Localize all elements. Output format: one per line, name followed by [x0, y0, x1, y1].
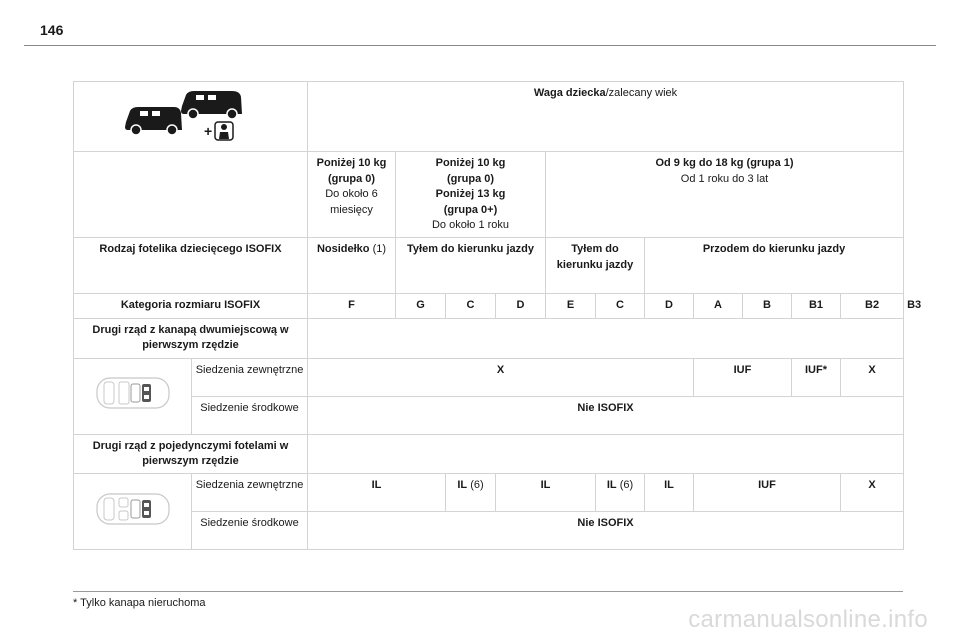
size-code: C	[596, 294, 645, 318]
carrycot-cell: Nosidełko (1)	[308, 238, 396, 294]
seat-layout-cell-2	[74, 474, 192, 550]
section-1-title: Drugi rząd z kanapą dwumiejscową w pierwszym rzędzie	[74, 318, 308, 358]
size-code: B	[743, 294, 792, 318]
seat-value: IL	[645, 474, 694, 512]
seat-type-row	[74, 238, 904, 294]
middle-seat-label: Siedzenie środkowe	[192, 396, 308, 434]
seat-value: Nie ISOFIX	[308, 512, 904, 550]
weight-groups-row	[74, 152, 904, 238]
seat-value: IL	[496, 474, 596, 512]
section-1-middle-row	[74, 396, 904, 434]
section-2-title: Drugi rząd z pojedynczymi fotelami w pierwszym rzędzie	[74, 434, 308, 474]
vans-with-child-icon	[116, 86, 266, 142]
rear-facing-cell-1: Tyłem do kierunku jazdy	[396, 238, 546, 294]
seat-value: IUF	[694, 474, 841, 512]
seat-value: X	[841, 474, 904, 512]
seat-value: X	[841, 358, 904, 396]
size-code: A	[694, 294, 743, 318]
empty-cell	[308, 434, 904, 474]
top-divider	[24, 45, 936, 46]
size-code: D	[496, 294, 546, 318]
seat-value: IUF*	[792, 358, 841, 396]
seat-value: Nie ISOFIX	[308, 396, 904, 434]
vehicle-icon-cell	[74, 82, 308, 152]
size-class-label: Kategoria rozmiaru ISOFIX	[74, 294, 308, 318]
size-code: C	[446, 294, 496, 318]
group-0plus-cell: Poniżej 10 kg (grupa 0) Poniżej 13 kg (grupa 0+) Do około 1 roku	[396, 152, 546, 238]
watermark: carmanualsonline.info	[688, 606, 928, 633]
seat-value: IL	[308, 474, 446, 512]
page-number: 146	[40, 22, 64, 38]
group-0-cell: Poniżej 10 kg (grupa 0) Do około 6 miesięcy	[308, 152, 396, 238]
size-class-row: Kategoria rozmiaru ISOFIX F G C D E C D A B B1 B2 B3	[74, 294, 904, 318]
section-2-outer-row	[74, 474, 904, 512]
header-row	[74, 82, 904, 152]
svg-text:+: +	[203, 123, 212, 139]
seat-type-label: Rodzaj fotelika dziecięcego ISOFIX	[74, 238, 308, 294]
outer-seats-label: Siedzenia zewnętrzne	[192, 358, 308, 396]
size-code: F	[308, 294, 396, 318]
section-2-middle-row	[74, 512, 904, 550]
seat-layout-cell-1	[74, 358, 192, 434]
empty-cell	[308, 318, 904, 358]
seat-layout-icon	[95, 491, 171, 527]
seat-value: IL (6)	[596, 474, 645, 512]
middle-seat-label: Siedzenie środkowe	[192, 512, 308, 550]
seat-layout-icon	[95, 375, 171, 411]
seat-value: X	[308, 358, 694, 396]
size-code: E	[546, 294, 596, 318]
seat-value: IL (6)	[446, 474, 496, 512]
section-1-title-row	[74, 318, 904, 358]
isofix-table	[73, 81, 922, 550]
empty-cell	[74, 152, 308, 238]
size-code: G	[396, 294, 446, 318]
outer-seats-label: Siedzenia zewnętrzne	[192, 474, 308, 512]
group-1-cell: Od 9 kg do 18 kg (grupa 1) Od 1 roku do 3 lat	[546, 152, 904, 238]
seat-value: IUF	[694, 358, 792, 396]
section-2-title-row	[74, 434, 904, 474]
forward-facing-cell: Przodem do kierunku jazdy	[645, 238, 904, 294]
weight-age-header: Waga dziecka/zalecany wiek	[308, 82, 904, 152]
section-1-outer-row	[74, 358, 904, 396]
footnote: * Tylko kanapa nieruchoma	[73, 597, 206, 609]
footnote-divider	[73, 591, 903, 592]
rear-facing-cell-2: Tyłem do kierunku jazdy	[546, 238, 645, 294]
size-code: B1	[792, 294, 841, 318]
size-code: D	[645, 294, 694, 318]
size-code: B2	[841, 294, 904, 318]
